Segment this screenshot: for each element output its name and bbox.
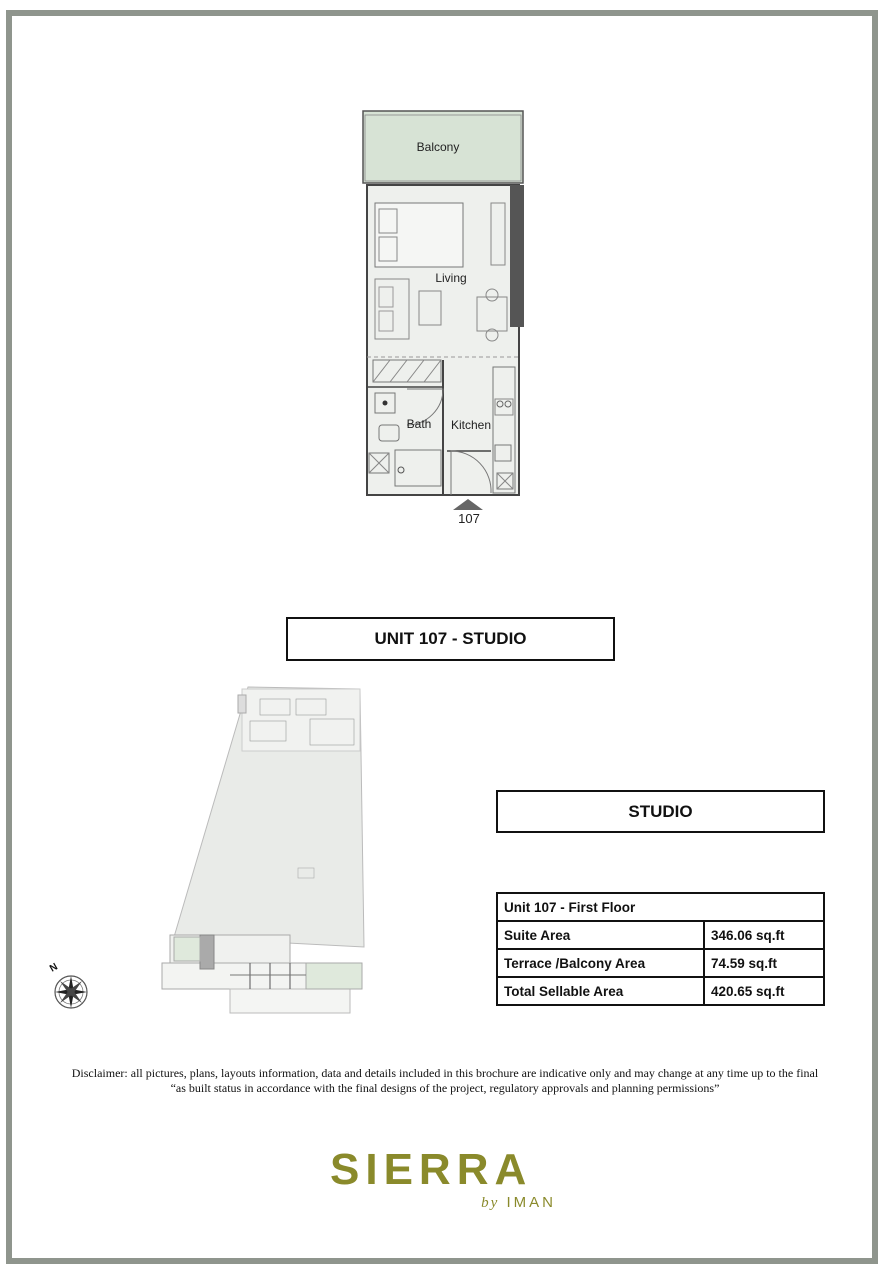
area-value: 74.59 sq.ft: [704, 949, 824, 977]
table-row: [497, 921, 824, 949]
logo-by: by: [481, 1195, 500, 1211]
disclaimer: [40, 1066, 850, 1096]
unit-type-box: STUDIO: [496, 790, 825, 833]
compass-icon: [44, 960, 94, 1010]
table-row: [497, 977, 824, 1005]
area-label: Total Sellable Area: [497, 977, 704, 1005]
area-table-header-row: [497, 893, 824, 921]
area-label: Terrace /Balcony Area: [497, 949, 704, 977]
area-label: Suite Area: [497, 921, 704, 949]
disclaimer-line-2: “as built status in accordance with the final designs of the project, regulatory approvals and planning permissions”: [170, 1081, 720, 1095]
logo-brand: IMAN: [506, 1194, 556, 1211]
unit-number-label: 107: [458, 511, 480, 526]
area-value: 420.65 sq.ft: [704, 977, 824, 1005]
logo-name: SIERRA: [330, 1145, 533, 1194]
room-label-bath: Bath: [406, 417, 432, 431]
building-site-plan: [160, 685, 370, 1020]
area-table-header: Unit 107 - First Floor: [497, 893, 824, 921]
table-row: [497, 949, 824, 977]
logo-subline: [330, 1194, 560, 1212]
area-value: 346.06 sq.ft: [704, 921, 824, 949]
unit-floor-plan: [355, 105, 535, 535]
room-label-living: Living: [435, 271, 467, 285]
area-table: [496, 892, 825, 1006]
sierra-logo: [330, 1145, 560, 1212]
disclaimer-line-1: Disclaimer: all pictures, plans, layouts information, data and details included in this brochure are indicative only and may change at any time up to the final: [71, 1066, 819, 1080]
compass-north-label: N: [48, 961, 60, 975]
room-label-kitchen: Kitchen: [450, 418, 492, 432]
room-label-balcony: Balcony: [416, 140, 460, 154]
unit-title: UNIT 107 - STUDIO: [286, 617, 615, 661]
